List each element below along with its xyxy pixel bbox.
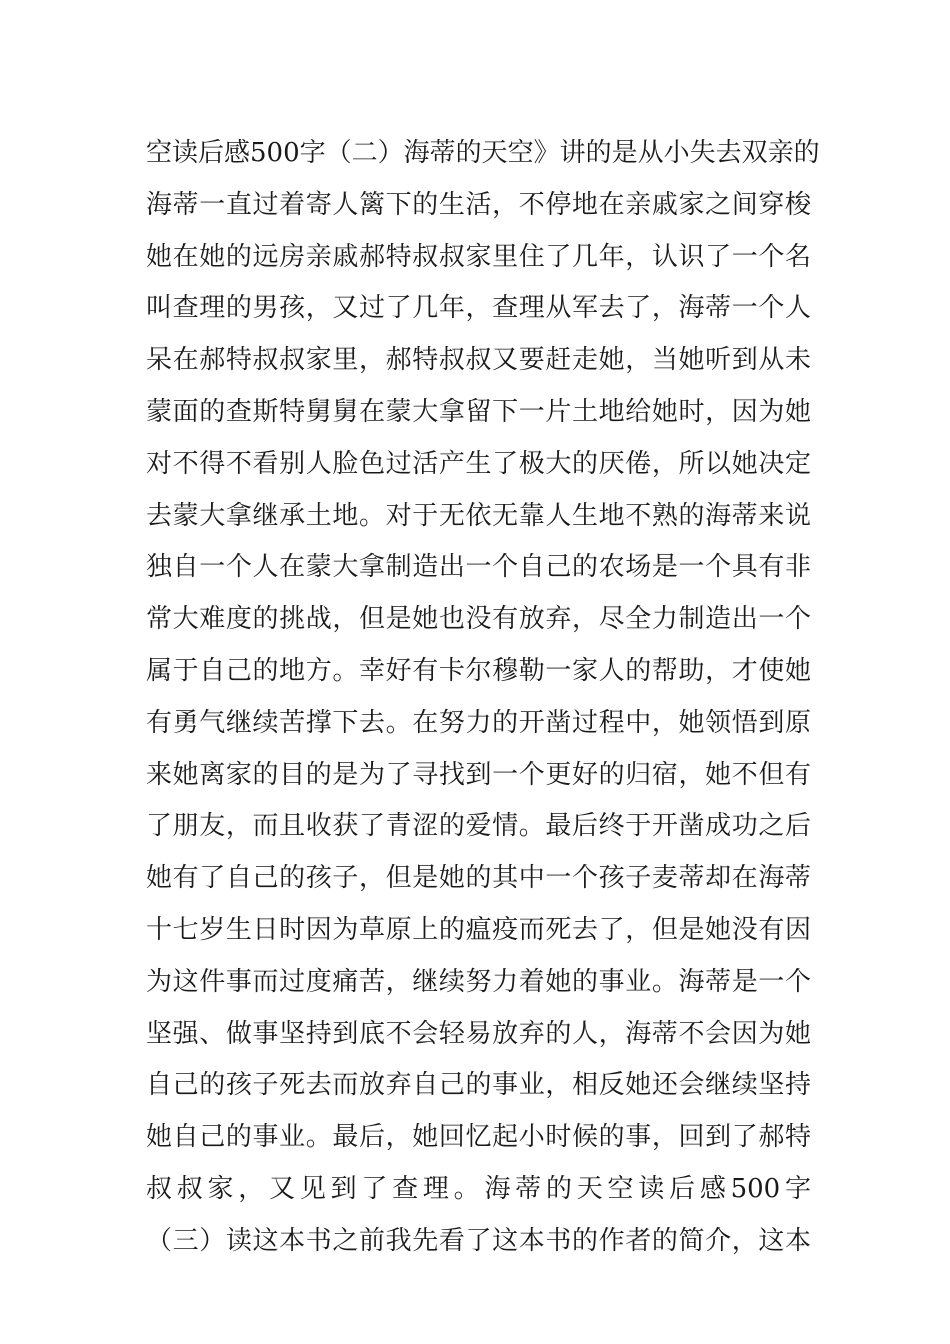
text-line: 常大难度的挑战，但是她也没有放弃，尽全力制造出一个 bbox=[146, 604, 811, 635]
text-line: 了朋友，而且收获了青涩的爱情。最后终于开凿成功之后 bbox=[146, 811, 811, 842]
text-line: 为这件事而过度痛苦，继续努力着她的事业。海蒂是一个 bbox=[146, 966, 811, 997]
text-line: 坚强、做事坚持到底不会轻易放弃的人，海蒂不会因为她 bbox=[146, 1018, 811, 1049]
text-line: 去蒙大拿继承土地。对于无依无靠人生地不熟的海蒂来说 bbox=[146, 500, 811, 531]
text-line: 她在她的远房亲戚郝特叔叔家里住了几年，认识了一个名 bbox=[146, 241, 811, 272]
text-line: 呆在郝特叔叔家里，郝特叔叔又要赶走她，当她听到从未 bbox=[146, 345, 811, 376]
text-line: 自己的孩子死去而放弃自己的事业，相反她还会继续坚持 bbox=[146, 1070, 811, 1101]
text-line: 有勇气继续苦撑下去。在努力的开凿过程中，她领悟到原 bbox=[146, 707, 811, 738]
text-line: （三）读这本书之前我先看了这本书的作者的简介，这本 bbox=[146, 1225, 811, 1256]
text-line: 蒙面的查斯特舅舅在蒙大拿留下一片土地给她时，因为她 bbox=[146, 396, 811, 427]
text-line: 叔叔家，又见到了查理。海蒂的天空读后感500字 bbox=[146, 1173, 811, 1204]
text-line: 来她离家的目的是为了寻找到一个更好的归宿，她不但有 bbox=[146, 759, 811, 790]
text-line: 对不得不看别人脸色过活产生了极大的厌倦，所以她决定 bbox=[146, 448, 811, 479]
text-line: 海蒂一直过着寄人篱下的生活，不停地在亲戚家之间穿梭 bbox=[146, 189, 811, 220]
text-line: 独自一个人在蒙大拿制造出一个自己的农场是一个具有非 bbox=[146, 552, 811, 583]
text-line: 叫查理的男孩，又过了几年，查理从军去了，海蒂一个人 bbox=[146, 293, 811, 324]
text-line: 属于自己的地方。幸好有卡尔穆勒一家人的帮助，才使她 bbox=[146, 655, 811, 686]
text-line: 十七岁生日时因为草原上的瘟疫而死去了，但是她没有因 bbox=[146, 914, 811, 945]
text-line: 她自己的事业。最后，她回忆起小时候的事，回到了郝特 bbox=[146, 1122, 811, 1153]
text-line: 空读后感500字（二）海蒂的天空》讲的是从小失去双亲的 bbox=[146, 138, 820, 168]
text-line: 她有了自己的孩子，但是她的其中一个孩子麦蒂却在海蒂 bbox=[146, 863, 811, 894]
body-text bbox=[146, 128, 820, 1268]
